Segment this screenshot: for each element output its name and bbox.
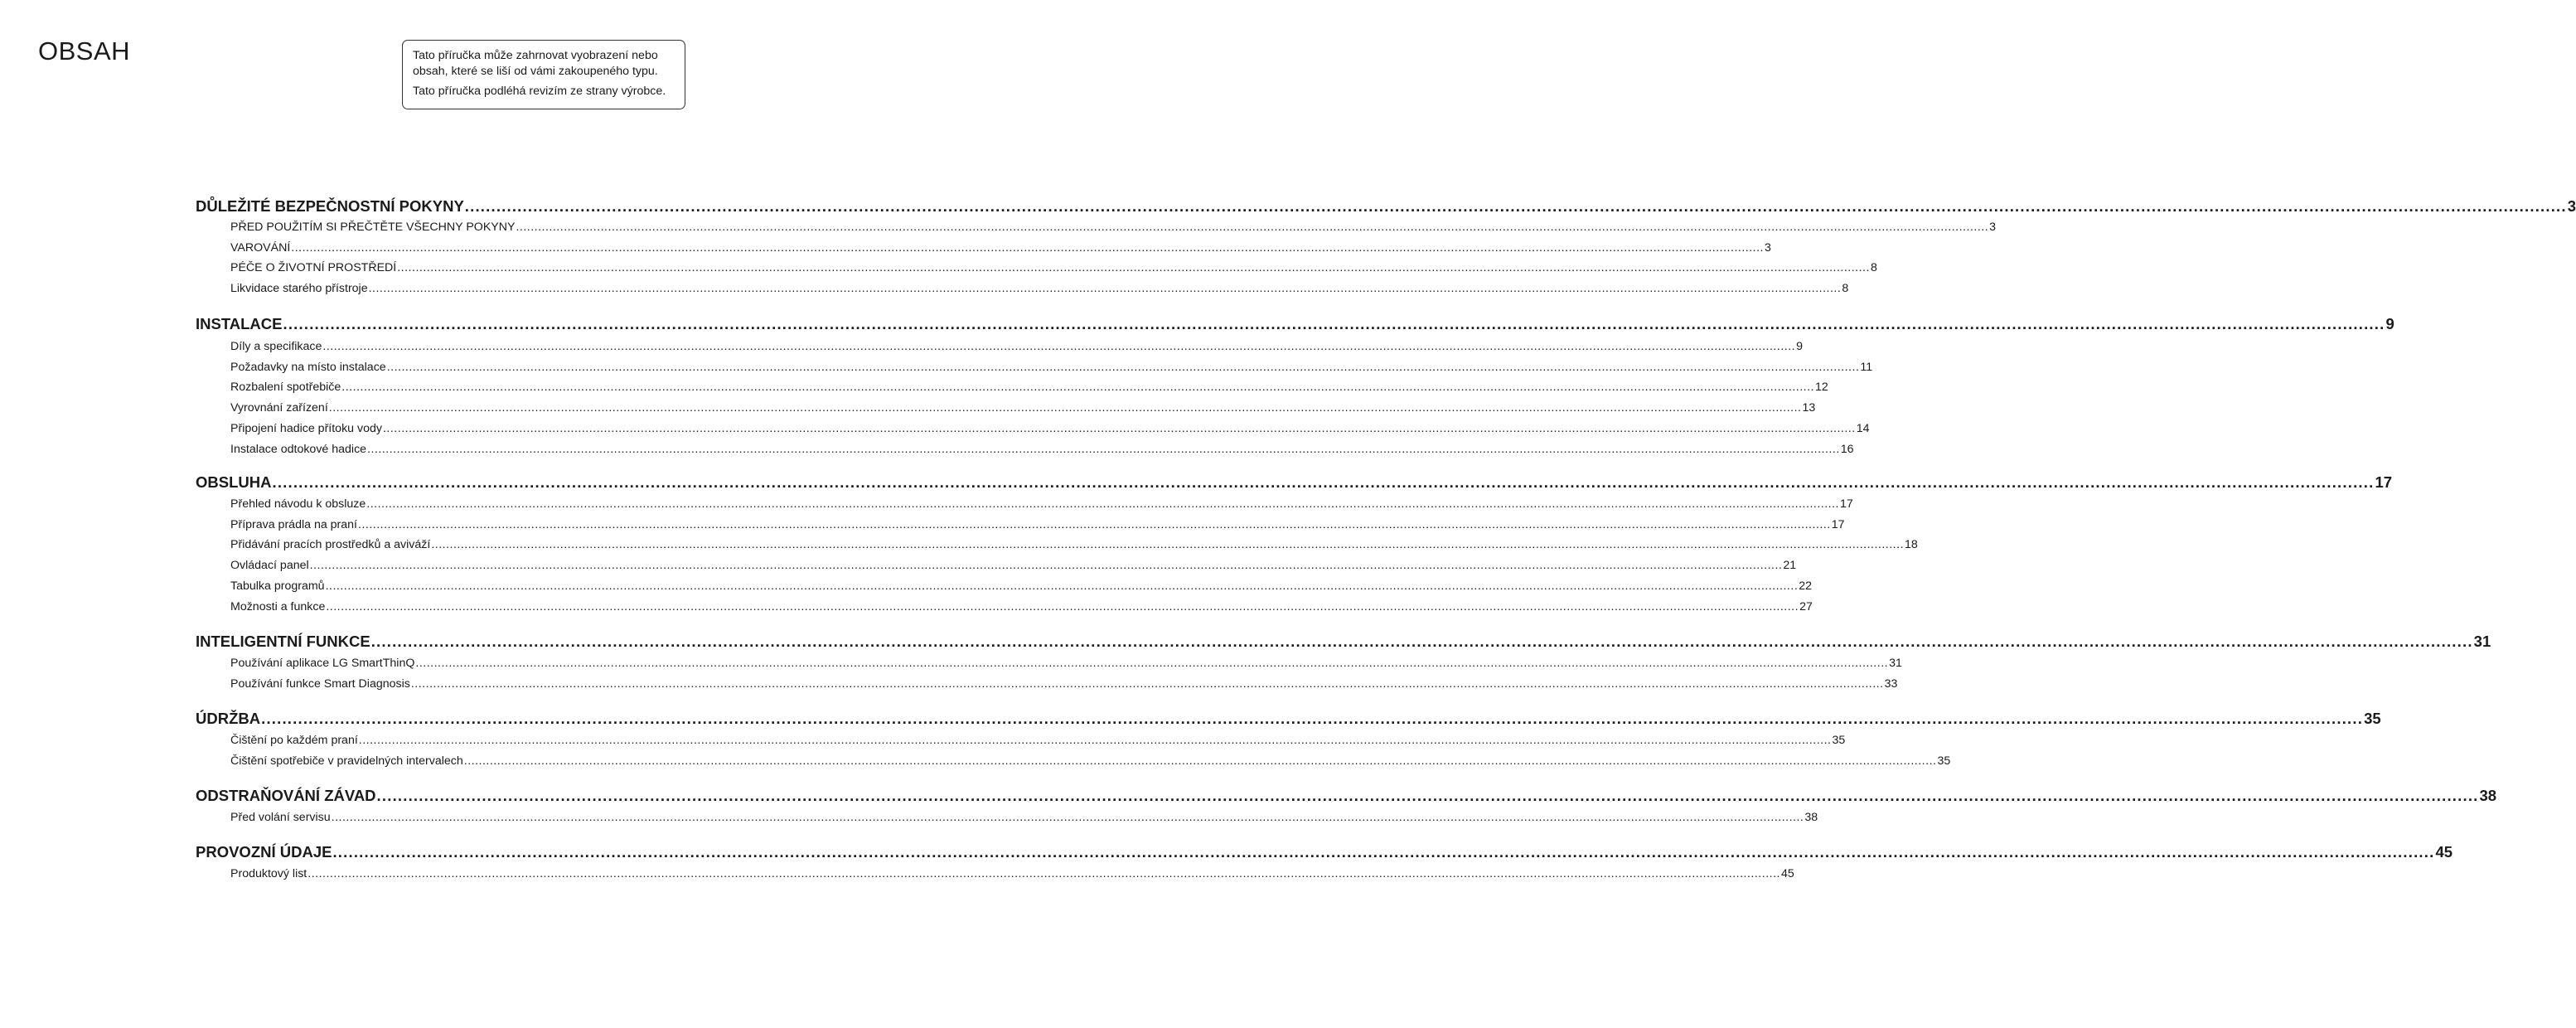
toc-entry[interactable] [230, 359, 1873, 376]
toc-entry-page: 13 [1802, 401, 1816, 415]
toc-entry-label: Požadavky na místo instalace [230, 361, 386, 374]
toc-entry[interactable] [230, 400, 1816, 416]
leader-dots: ................................................................................................................................................................................................................................................................................................................................................................................................................ [325, 579, 1799, 593]
leader-dots: ................................................................................................................................................................................................................................................................................................................................................................................................................ [272, 473, 2375, 491]
toc-entry[interactable] [230, 676, 1898, 692]
toc-entry-label: Před volání servisu [230, 811, 331, 824]
notice-text-1: Tato příručka může zahrnovat vyobrazení nebo obsah, které se liší od vámi zakoupeného typu. [413, 49, 658, 78]
toc-entry-label: Příprava prádla na praní [230, 518, 358, 531]
toc-section-page: 38 [2479, 787, 2497, 804]
toc-entry[interactable] [230, 578, 1813, 594]
leader-dots: ................................................................................................................................................................................................................................................................................................................................................................................................................ [376, 787, 2479, 804]
leader-dots: ................................................................................................................................................................................................................................................................................................................................................................................................................ [358, 518, 1831, 531]
toc-entry-page: 17 [1831, 518, 1845, 531]
notice-text-2: Tato příručka podléhá revizím ze strany výrobce. [413, 85, 666, 98]
toc-section[interactable] [196, 632, 2491, 652]
toc-entry[interactable] [230, 655, 1902, 672]
toc-section[interactable] [196, 786, 2497, 806]
toc-entry[interactable] [230, 259, 1877, 276]
toc-entry-page: 8 [1842, 282, 1849, 295]
toc-entry-page: 31 [1889, 657, 1902, 670]
toc-section-title: INTELIGENTNÍ FUNKCE [196, 633, 370, 650]
leader-dots: ................................................................................................................................................................................................................................................................................................................................................................................................................ [332, 843, 2435, 861]
toc-entry[interactable] [230, 338, 1803, 355]
toc-entry-page: 33 [1884, 677, 1898, 691]
toc-entry-label: Používání aplikace LG SmartThinQ [230, 657, 415, 670]
toc-section-title: PROVOZNÍ ÚDAJE [196, 843, 332, 861]
leader-dots: ................................................................................................................................................................................................................................................................................................................................................................................................................ [341, 381, 1814, 394]
toc-entry-page: 14 [1856, 422, 1870, 435]
toc-entry-label: Možnosti a funkce [230, 600, 326, 613]
toc-entry-page: 3 [1764, 241, 1771, 255]
toc-entry[interactable] [230, 240, 1771, 256]
leader-dots: ................................................................................................................................................................................................................................................................................................................................................................................................................ [326, 600, 1799, 613]
toc-entry-page: 16 [1840, 443, 1854, 456]
toc-section-title: DŮLEŽITÉ BEZPEČNOSTNÍ POKYNY [196, 197, 464, 215]
toc-entry-label: Přidávání pracích prostředků a aviváží [230, 538, 431, 551]
toc-entry-label: Tabulka programů [230, 579, 325, 593]
toc-section[interactable] [196, 842, 2453, 862]
toc-entry-page: 11 [1860, 361, 1873, 374]
leader-dots: ................................................................................................................................................................................................................................................................................................................................................................................................................ [328, 401, 1802, 415]
leader-dots: ................................................................................................................................................................................................................................................................................................................................................................................................................ [397, 261, 1870, 274]
toc-section[interactable] [196, 314, 2394, 334]
toc-entry-label: VAROVÁNÍ [230, 241, 291, 255]
toc-entry[interactable] [230, 219, 1997, 235]
toc-entry-label: Používání funkce Smart Diagnosis [230, 677, 410, 691]
toc-section-page: 9 [2385, 315, 2394, 332]
toc-section-page: 31 [2473, 633, 2491, 650]
toc-section-page: 45 [2435, 843, 2453, 861]
toc-entry[interactable] [230, 809, 1818, 826]
toc-entry-page: 21 [1783, 559, 1797, 572]
leader-dots: ................................................................................................................................................................................................................................................................................................................................................................................................................ [386, 361, 1860, 374]
toc-section-title: ODSTRAŇOVÁNÍ ZÁVAD [196, 787, 376, 804]
toc-entry-page: 35 [1937, 754, 1951, 768]
toc-entry-page: 22 [1799, 579, 1813, 593]
toc-entry[interactable] [230, 536, 1918, 553]
toc-section[interactable] [196, 473, 2393, 492]
leader-dots: ................................................................................................................................................................................................................................................................................................................................................................................................................ [261, 710, 2364, 727]
toc-entry[interactable] [230, 599, 1813, 615]
toc-entry-page: 18 [1905, 538, 1918, 551]
leader-dots: ................................................................................................................................................................................................................................................................................................................................................................................................................ [464, 197, 2567, 215]
leader-dots: ................................................................................................................................................................................................................................................................................................................................................................................................................ [307, 867, 1780, 880]
toc-entry-label: Čištění spotřebiče v pravidelných intervalech [230, 754, 463, 768]
toc-section[interactable] [196, 196, 2576, 216]
notice-box [402, 40, 685, 109]
leader-dots: ................................................................................................................................................................................................................................................................................................................................................................................................................ [410, 677, 1884, 691]
toc-section-page: 17 [2375, 473, 2393, 491]
toc-entry-label: Instalace odtokové hadice [230, 443, 367, 456]
toc-entry-label: Připojení hadice přítoku vody [230, 422, 382, 435]
toc-section[interactable] [196, 709, 2381, 729]
leader-dots: ................................................................................................................................................................................................................................................................................................................................................................................................................ [382, 422, 1856, 435]
toc-entry-page: 38 [1804, 811, 1818, 824]
leader-dots: ................................................................................................................................................................................................................................................................................................................................................................................................................ [368, 282, 1842, 295]
toc-entry-label: Produktový list [230, 867, 307, 880]
toc-entry[interactable] [230, 280, 1849, 297]
toc-entry-page: 12 [1815, 381, 1828, 394]
page-title: OBSAH [38, 36, 131, 65]
leader-dots: ................................................................................................................................................................................................................................................................................................................................................................................................................ [322, 340, 1796, 353]
toc-section-title: INSTALACE [196, 315, 283, 332]
leader-dots: ................................................................................................................................................................................................................................................................................................................................................................................................................ [291, 241, 1764, 255]
leader-dots: ................................................................................................................................................................................................................................................................................................................................................................................................................ [331, 811, 1804, 824]
toc-section-page: 3 [2567, 197, 2576, 215]
leader-dots: ................................................................................................................................................................................................................................................................................................................................................................................................................ [367, 443, 1840, 456]
toc-entry[interactable] [230, 420, 1870, 437]
leader-dots: ................................................................................................................................................................................................................................................................................................................................................................................................................ [370, 633, 2473, 650]
toc-entry[interactable] [230, 441, 1854, 458]
toc-entry-page: 27 [1799, 600, 1813, 613]
leader-dots: ................................................................................................................................................................................................................................................................................................................................................................................................................ [516, 221, 1989, 234]
toc-entry-label: Rozbalení spotřebiče [230, 381, 341, 394]
toc-entry-page: 8 [1870, 261, 1877, 274]
leader-dots: ................................................................................................................................................................................................................................................................................................................................................................................................................ [309, 559, 1783, 572]
toc-entry-label: PŘED POUŽITÍM SI PŘEČTĚTE VŠECHNY POKYNY [230, 221, 516, 234]
toc-entry[interactable] [230, 379, 1828, 395]
toc-entry[interactable] [230, 732, 1846, 749]
toc-entry-label: Vyrovnání zařízení [230, 401, 328, 415]
toc-section-title: ÚDRŽBA [196, 710, 261, 727]
toc-entry[interactable] [230, 557, 1797, 574]
toc-entry-page: 35 [1832, 734, 1846, 747]
toc-entry-label: Čištění po každém praní [230, 734, 358, 747]
toc-section-title: OBSLUHA [196, 473, 272, 491]
toc-entry-label: Díly a specifikace [230, 340, 322, 353]
toc-entry[interactable] [230, 516, 1845, 533]
toc-entry-label: Likvidace starého přístroje [230, 282, 368, 295]
toc-entry-label: Přehled návodu k obsluze [230, 497, 366, 511]
toc-entry-page: 3 [1989, 221, 1997, 234]
toc-entry-page: 17 [1839, 497, 1853, 511]
leader-dots: ................................................................................................................................................................................................................................................................................................................................................................................................................ [415, 657, 1889, 670]
toc-entry-label: PÉČE O ŽIVOTNÍ PROSTŘEDÍ [230, 261, 397, 274]
leader-dots: ................................................................................................................................................................................................................................................................................................................................................................................................................ [431, 538, 1905, 551]
leader-dots: ................................................................................................................................................................................................................................................................................................................................................................................................................ [283, 315, 2385, 332]
toc-entry-page: 45 [1780, 867, 1794, 880]
toc-entry[interactable] [230, 753, 1951, 769]
toc-entry[interactable] [230, 866, 1794, 882]
leader-dots: ................................................................................................................................................................................................................................................................................................................................................................................................................ [463, 754, 1937, 768]
toc-entry-page: 9 [1796, 340, 1803, 353]
toc-entry[interactable] [230, 496, 1853, 512]
toc-entry-label: Ovládací panel [230, 559, 309, 572]
leader-dots: ................................................................................................................................................................................................................................................................................................................................................................................................................ [366, 497, 1839, 511]
toc-section-page: 35 [2364, 710, 2381, 727]
leader-dots: ................................................................................................................................................................................................................................................................................................................................................................................................................ [358, 734, 1832, 747]
